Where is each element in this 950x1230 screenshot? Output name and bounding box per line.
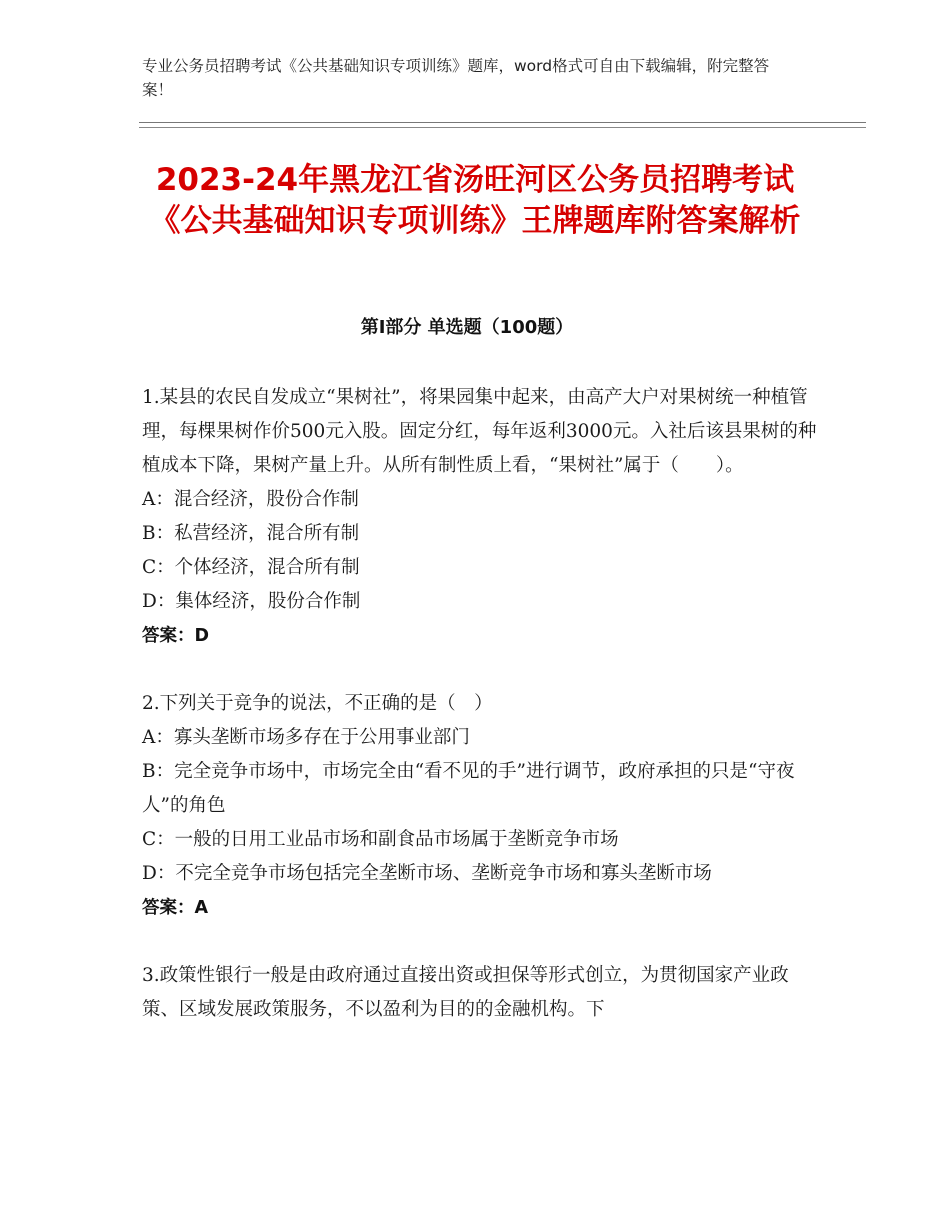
option-a: A：混合经济，股份合作制 <box>142 489 359 510</box>
answer: 答案：A <box>142 898 209 918</box>
option-c: C：个体经济，混合所有制 <box>142 557 360 578</box>
question-list <box>142 381 822 1027</box>
question-text: 2.下列关于竞争的说法，不正确的是（ ） <box>142 693 493 714</box>
document-title: 2023-24年黑龙江省汤旺河区公务员招聘考试《公共基础知识专项训练》王牌题库附答案解析 <box>149 162 801 239</box>
option-d: D：不完全竞争市场包括完全垄断市场、垄断竞争市场和寡头垄断市场 <box>142 863 712 884</box>
spacer <box>142 653 822 687</box>
question-2 <box>142 687 822 925</box>
option-a: A：寡头垄断市场多存在于公用事业部门 <box>142 727 470 748</box>
spacer <box>142 925 822 959</box>
header-divider-top <box>139 122 866 123</box>
answer: 答案：D <box>142 626 210 646</box>
header-divider-bottom <box>139 127 866 128</box>
header-note: 专业公务员招聘考试《公共基础知识专项训练》题库，word格式可自由下载编辑，附完整答案！ <box>142 57 770 99</box>
option-d: D：集体经济，股份合作制 <box>142 591 361 612</box>
option-c: C：一般的日用工业品市场和副食品市场属于垄断竞争市场 <box>142 829 619 850</box>
option-b: B：完全竞争市场中，市场完全由“看不见的手”进行调节，政府承担的只是“守夜人”的角色 <box>142 761 795 816</box>
question-1 <box>142 381 822 653</box>
section-heading: 第Ⅰ部分 单选题（100题） <box>360 317 574 338</box>
question-text: 1.某县的农民自发成立“果树社”，将果园集中起来，由高产大户对果树统一种植管理，每棵果树作价500元入股。固定分红，每年返利3000元。入社后该县果树的种植成本下降，果树产量上升。从所有制性质上看，“果树社”属于（ ）。 <box>142 387 817 476</box>
question-3 <box>142 959 822 1027</box>
question-text: 3.政策性银行一般是由政府通过直接出资或担保等形式创立，为贯彻国家产业政策、区域发展政策服务，不以盈利为目的的金融机构。下 <box>142 965 789 1020</box>
option-b: B：私营经济，混合所有制 <box>142 523 360 544</box>
